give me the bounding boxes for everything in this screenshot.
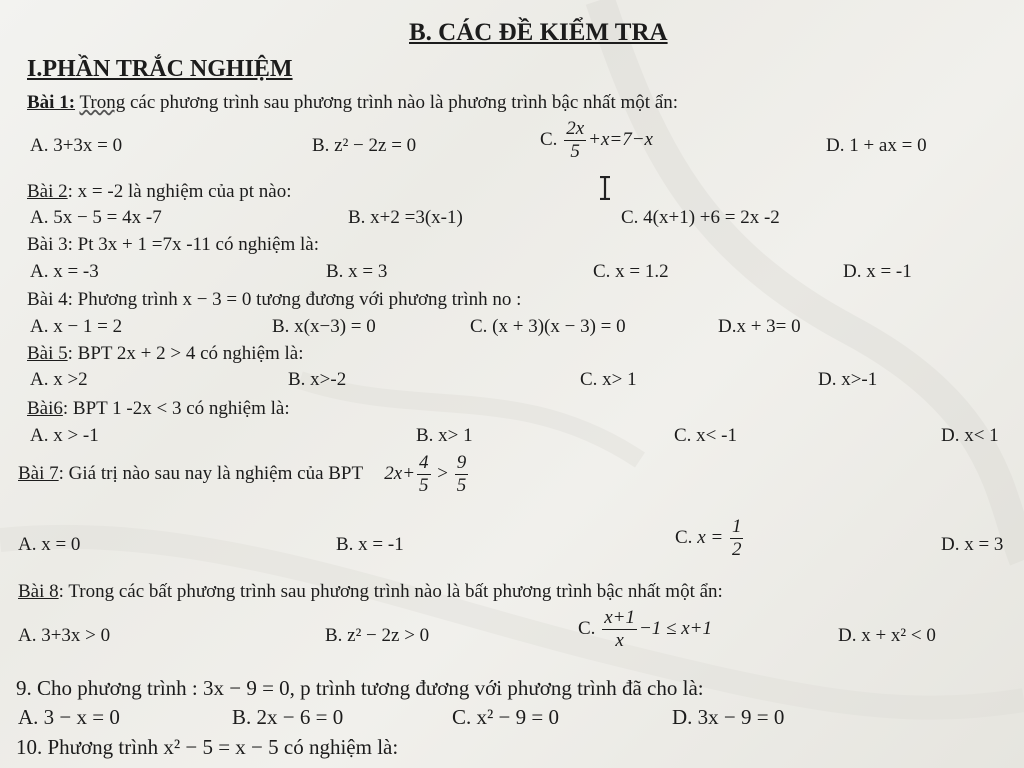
q4-option-b: B. x(x−3) = 0 bbox=[272, 316, 376, 337]
q1-c-denominator: 5 bbox=[570, 141, 580, 162]
q7-f1-numerator: 4 bbox=[419, 452, 429, 473]
q2-option-c: C. 4(x+1) +6 = 2x -2 bbox=[621, 207, 780, 228]
q4-option-c: C. (x + 3)(x − 3) = 0 bbox=[470, 316, 626, 337]
q9-option-b: B. 2x − 6 = 0 bbox=[232, 705, 344, 729]
q1-option-c-label: C. bbox=[540, 128, 558, 150]
q3-option-d: D. x = -1 bbox=[843, 261, 912, 282]
question-7 bbox=[18, 452, 470, 497]
q8-c-numerator: x+1 bbox=[604, 607, 635, 628]
q7-option-a: A. x = 0 bbox=[18, 534, 81, 555]
q5-option-a: A. x >2 bbox=[30, 369, 88, 390]
q1-c-rest: +x=7−x bbox=[588, 128, 653, 150]
question-5-number: Bài 5 bbox=[27, 343, 68, 364]
q8-option-c bbox=[578, 607, 712, 652]
q6-option-b: B. x> 1 bbox=[416, 425, 473, 446]
question-6 bbox=[27, 398, 290, 420]
section-heading: I.PHẦN TRẮC NGHIỆM bbox=[27, 56, 293, 82]
question-5-text: : BPT 2x + 2 > 4 có nghiệm là: bbox=[67, 343, 304, 364]
q7-option-d: D. x = 3 bbox=[941, 534, 1004, 555]
q8-option-a: A. 3+3x > 0 bbox=[18, 625, 111, 646]
q8-option-c-fraction bbox=[602, 607, 637, 652]
question-8-number: Bài 8 bbox=[18, 581, 59, 602]
question-9: 9. Cho phương trình : 3x − 9 = 0, p trình tương đương với phương trình đã cho là: bbox=[16, 676, 704, 700]
q4-option-d: D.x + 3= 0 bbox=[718, 316, 801, 337]
q1-c-numerator: 2x bbox=[566, 118, 585, 139]
q7-f2-denominator: 5 bbox=[456, 475, 467, 496]
q7-option-c-label: C. bbox=[675, 526, 693, 548]
q2-option-b: B. x+2 =3(x-1) bbox=[348, 207, 463, 228]
question-6-text: : BPT 1 -2x < 3 có nghiệm là: bbox=[62, 398, 290, 419]
question-4: Bài 4: Phương trình x − 3 = 0 tương đương với phương trình no : bbox=[27, 289, 522, 310]
q1-option-b: B. z² − 2z = 0 bbox=[312, 135, 417, 156]
q4-option-a: A. x − 1 = 2 bbox=[30, 316, 123, 337]
question-2-text: : x = -2 là nghiệm của pt nào: bbox=[67, 181, 292, 202]
q8-c-rest: −1 ≤ x+1 bbox=[638, 617, 712, 639]
q9-option-d: D. 3x − 9 = 0 bbox=[672, 705, 785, 729]
question-3: Bài 3: Pt 3x + 1 =7x -11 có nghiệm là: bbox=[27, 234, 319, 255]
q7-c-numerator: 1 bbox=[731, 516, 742, 537]
q8-c-denominator: x bbox=[615, 630, 624, 651]
question-6-number: Bài6 bbox=[27, 398, 63, 419]
question-8 bbox=[18, 581, 723, 603]
question-7-text: : Giá trị nào sau nay là nghiệm của BPT bbox=[58, 462, 363, 484]
question-8-text: : Trong các bất phương trình sau phương trình nào là bất phương trình bậc nhất một ẩn: bbox=[58, 581, 723, 602]
question-1 bbox=[27, 92, 678, 114]
question-2-number: Bài 2 bbox=[27, 181, 68, 202]
q6-option-a: A. x > -1 bbox=[30, 425, 99, 446]
q8-option-c-label: C. bbox=[578, 617, 596, 639]
question-1-number: Bài 1: bbox=[27, 92, 76, 113]
q7-option-c bbox=[675, 516, 745, 561]
q7-f1-denominator: 5 bbox=[419, 475, 429, 496]
q5-option-b: B. x>-2 bbox=[288, 369, 347, 390]
question-2 bbox=[27, 181, 292, 203]
q8-option-d: D. x + x² < 0 bbox=[838, 625, 936, 646]
q8-option-b: B. z² − 2z > 0 bbox=[325, 625, 430, 646]
q9-option-c: C. x² − 9 = 0 bbox=[452, 705, 559, 729]
question-10: 10. Phương trình x² − 5 = x − 5 có nghiệm là: bbox=[16, 735, 399, 759]
q9-option-a: A. 3 − x = 0 bbox=[18, 705, 120, 729]
q7-option-c-fraction bbox=[730, 516, 744, 561]
question-1-underlined-word: Trong bbox=[79, 92, 126, 113]
q6-option-c: C. x< -1 bbox=[674, 425, 737, 446]
q1-option-a: A. 3+3x = 0 bbox=[30, 135, 123, 156]
q1-option-c-fraction bbox=[564, 118, 586, 163]
q3-option-a: A. x = -3 bbox=[30, 261, 99, 282]
q1-option-d: D. 1 + ax = 0 bbox=[826, 135, 927, 156]
page-title: B. CÁC ĐỀ KIỂM TRA bbox=[409, 19, 668, 46]
q7-expr-left: 2x+ bbox=[384, 462, 416, 484]
q7-f2-numerator: 9 bbox=[456, 452, 467, 473]
q7-c-denominator: 2 bbox=[731, 539, 742, 560]
question-5 bbox=[27, 343, 304, 365]
question-1-text: các phương trình sau phương trình nào là phương trình bậc nhất một ẩn: bbox=[125, 92, 679, 113]
text-cursor-icon bbox=[599, 176, 611, 200]
q7-fraction-1 bbox=[417, 452, 431, 497]
q1-option-c bbox=[540, 118, 653, 163]
q3-option-c: C. x = 1.2 bbox=[593, 261, 669, 282]
q2-option-a: A. 5x − 5 = 4x -7 bbox=[30, 207, 162, 228]
q7-c-x: x = bbox=[697, 526, 724, 548]
q7-expr-mid: > bbox=[432, 462, 453, 484]
q7-fraction-2 bbox=[455, 452, 469, 497]
q7-option-b: B. x = -1 bbox=[336, 534, 404, 555]
question-7-number: Bài 7 bbox=[18, 462, 59, 484]
q5-option-d: D. x>-1 bbox=[818, 369, 878, 390]
q6-option-d: D. x< 1 bbox=[941, 425, 999, 446]
q5-option-c: C. x> 1 bbox=[580, 369, 637, 390]
q3-option-b: B. x = 3 bbox=[326, 261, 388, 282]
